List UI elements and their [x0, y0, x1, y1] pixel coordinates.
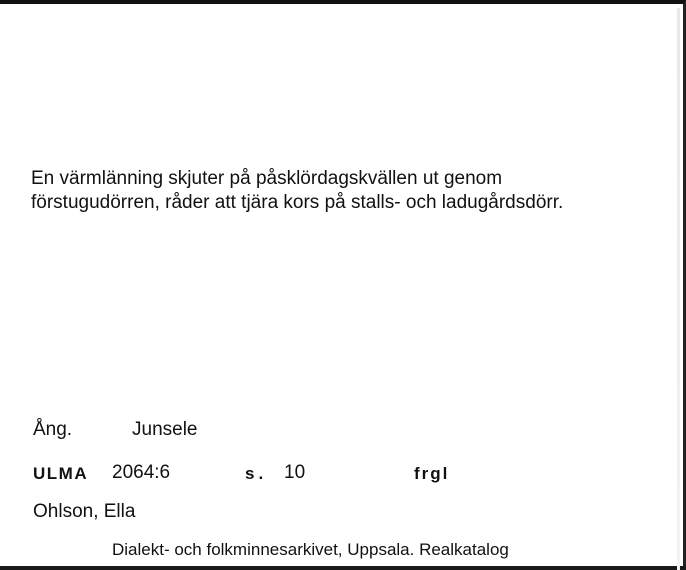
place-name: Junsele [132, 419, 198, 440]
category-code: frgl [414, 464, 450, 483]
page-label: s. [245, 464, 268, 483]
archive-number: 2064:6 [112, 462, 171, 483]
card-description [31, 167, 671, 215]
page-number: 10 [284, 462, 306, 483]
archive-footer: Dialekt- och folkminnesarkivet, Uppsala. Realkatalog [112, 540, 509, 559]
description-line: förstugudörren, råder att tjära kors på stalls- och ladugårdsdörr. [31, 192, 564, 213]
description-line: En värmlänning skjuter på påsklördagskvällen ut genom [31, 168, 503, 189]
informant-name: Ohlson, Ella [33, 501, 136, 522]
ang-label: Ång. [33, 419, 73, 440]
archive-label: ULMA [33, 464, 89, 483]
